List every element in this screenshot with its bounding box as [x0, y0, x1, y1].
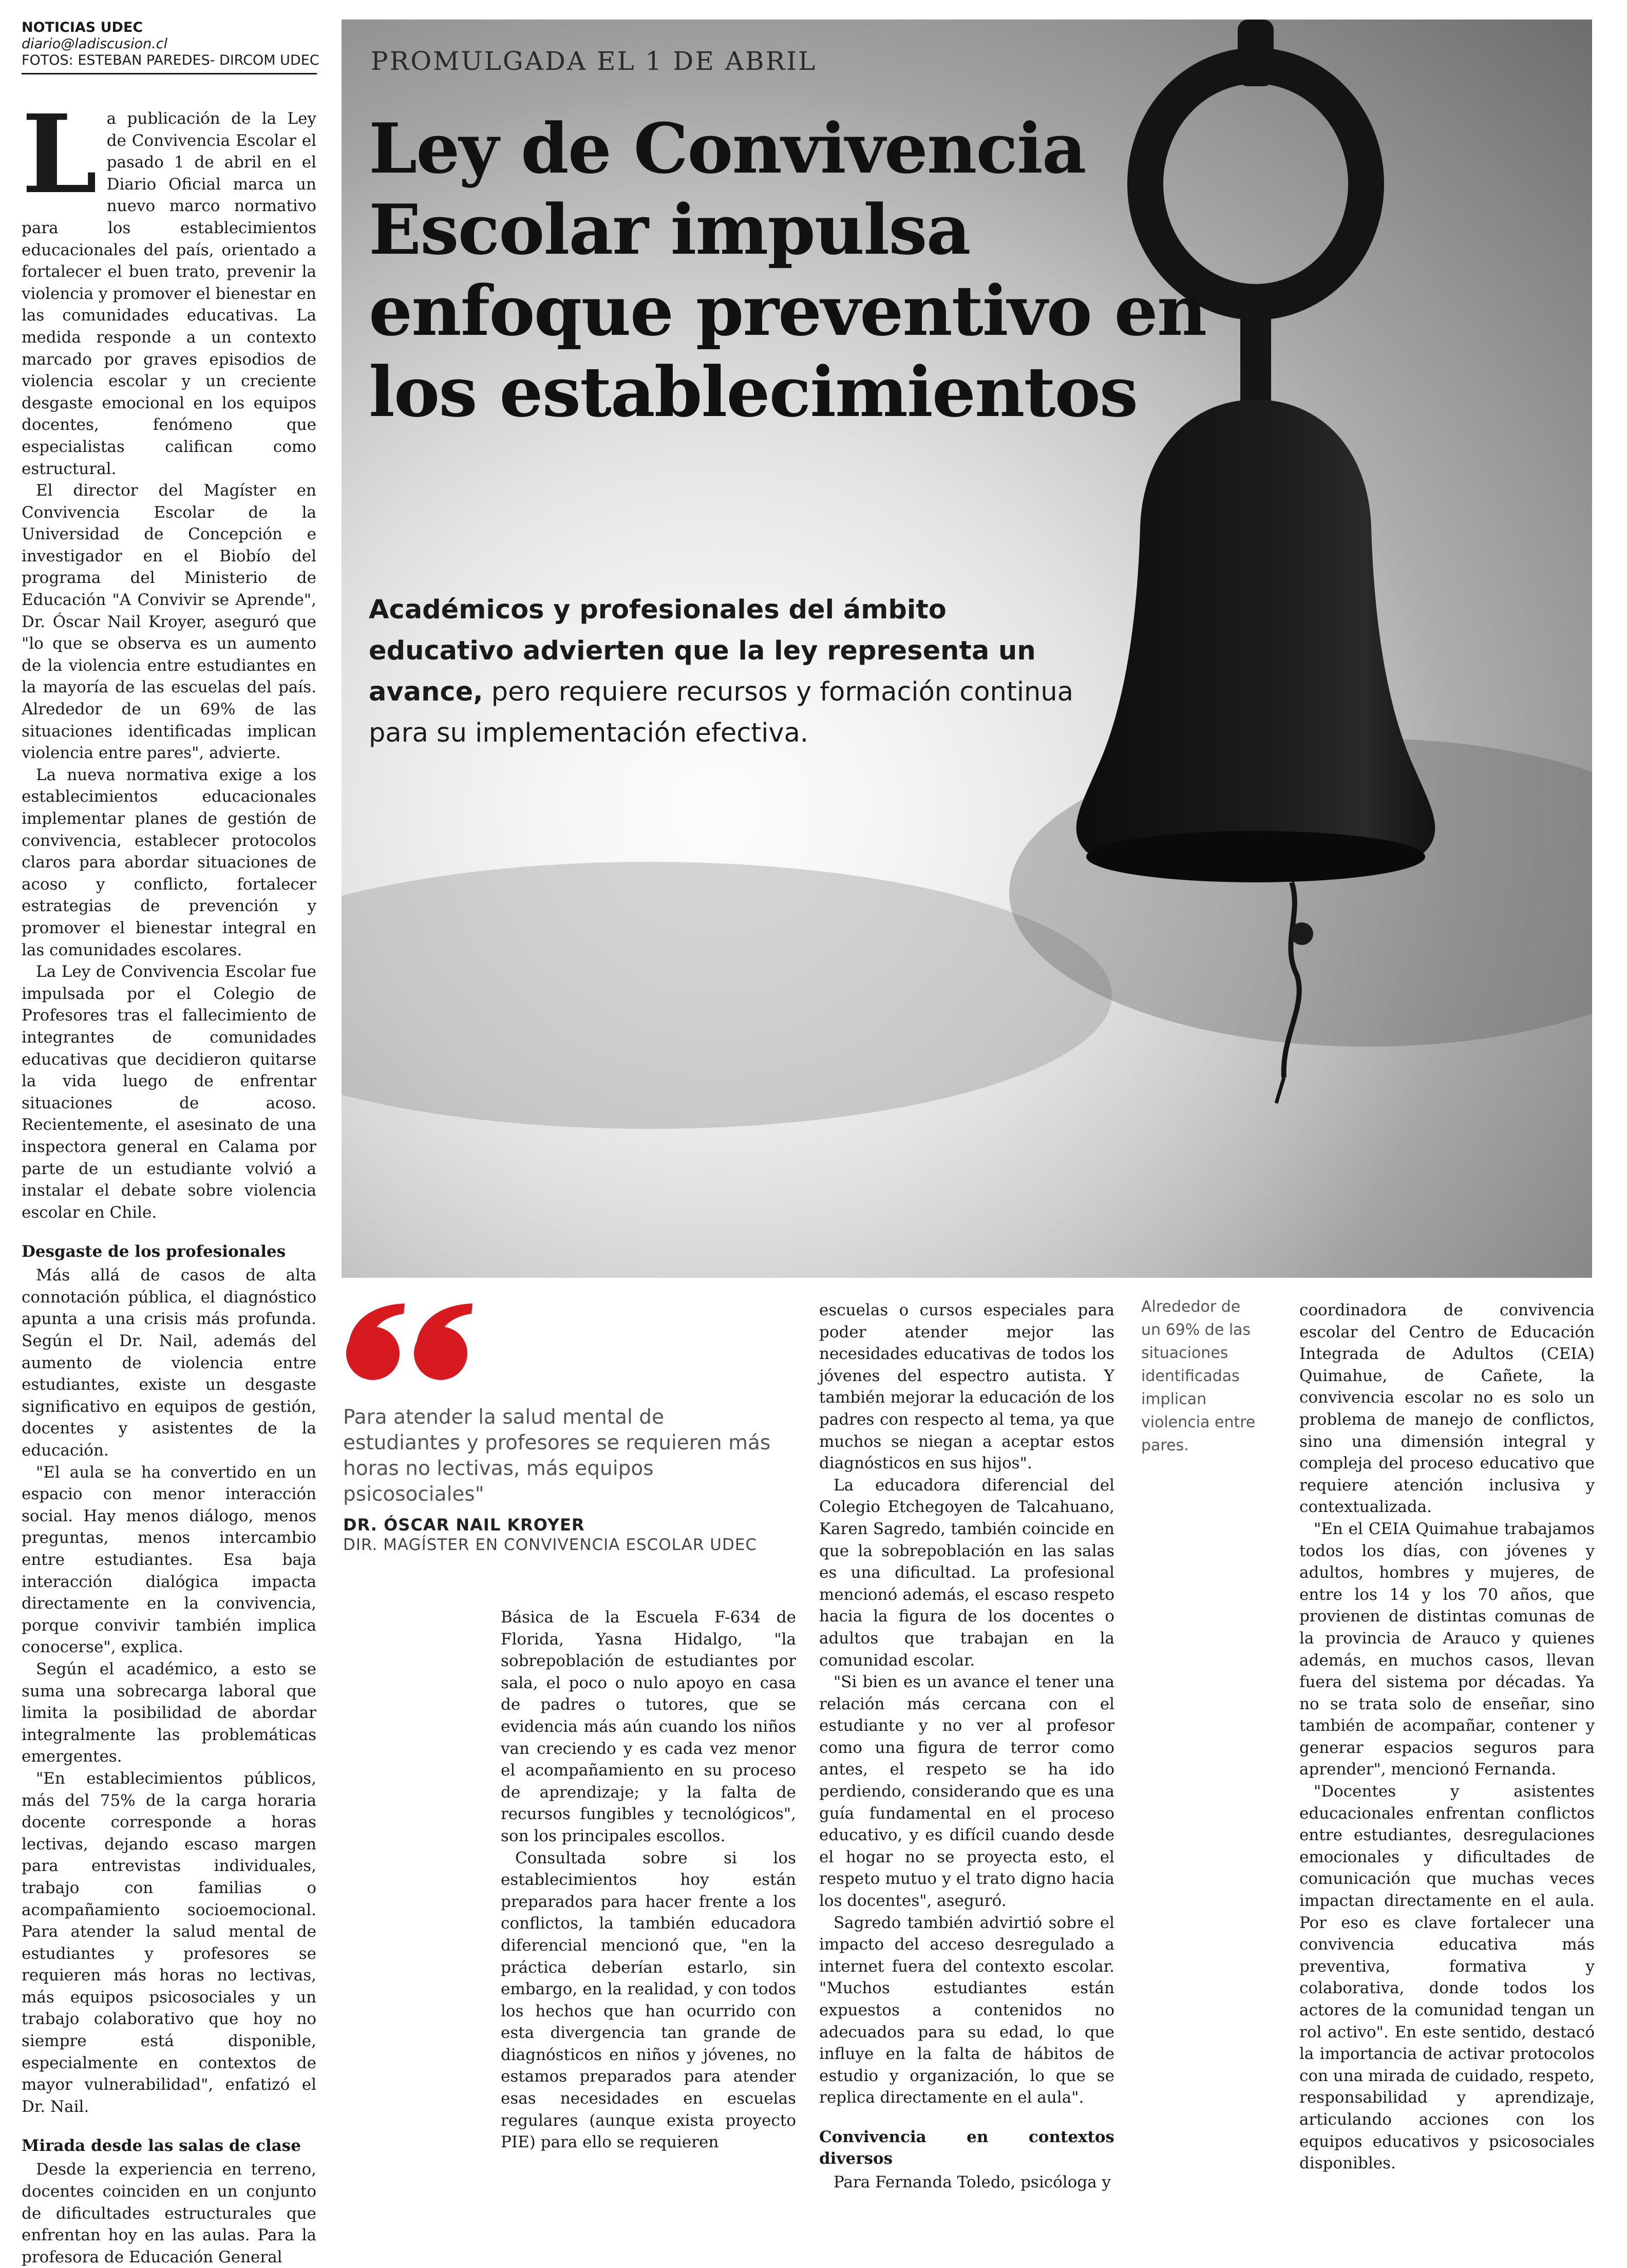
deck — [369, 590, 1088, 754]
email-link[interactable]: diario@ladiscusion.cl — [22, 36, 168, 52]
drop-cap: L — [22, 91, 98, 218]
paragraph: escuelas o cursos especiales para poder atender mejor las necesidades educativas de todos los jóvenes del espectro autista. Y también mejorar la educación de los padres con respecto al tema, ya que muchos se niegan a aceptar estos diagnósticos en sus hijos". — [819, 1301, 1114, 1473]
lead-text: a publicación de la Ley de Convivencia Escolar el pasado 1 de abril en el Diario Oficial marca un nuevo marco normativo para los establecimientos educacionales del país, orientado a fortalecer el buen trato, prevenir la violencia y promover el bienestar en las comunidades educativas. La medida responde a un contexto marcado por graves episodios de violencia escolar y un creciente desgaste emocional en los equipos docentes, fenómeno que especialistas califican como estructural. — [22, 109, 316, 478]
subheading-contextos: Convivencia en contextos diversos — [819, 2127, 1114, 2168]
paragraph: coordinadora de convivencia escolar del Centro de Educación Integrada de Adultos (CEIA) Quimahue, de Cañete, la convivencia escolar no es solo un problema de manejo de conflictos, sino una dimensión integral y compleja del proceso educativo que requiere atención inclusiva y contextualizada. — [1299, 1301, 1595, 1517]
paragraph: "Si bien es un avance el tener una relación más cercana con el estudiante y no ver al profesor como una figura de terror como antes, el respeto se ha ido perdiendo, considerando que es una guía fundamental en el proceso educativo, y es difícil cuando desde el hogar no se proyecta esto, el respeto mutuo y el trato digno hacia los docentes", aseguró. — [819, 1673, 1114, 1911]
column-4 — [1299, 1299, 1595, 2175]
paragraph: Según el académico, a esto se suma una sobrecarga laboral que limita la posibilidad de abordar integralmente las problemáticas emergentes. — [22, 1659, 316, 1766]
credits-divider — [22, 73, 317, 74]
section-label: NOTICIAS UDEC — [22, 20, 143, 35]
paragraph: Consultada sobre si los establecimientos hoy están preparados para hacer frente a los conflictos, la también educadora diferencial mencionó que, "en la práctica deberían estarlo, sin embargo, en la realidad, y con todos los hechos que han ocurrido con esta divergencia tan grande de diagnósticos en niños y jóvenes, no estamos preparados para atender esas necesidades en escuelas regulares (aunque exista proyecto PIE) para ello se requieren — [501, 1848, 796, 2152]
pull-quote: Para atender la salud mental de estudiantes y profesores se requieren más horas no lectivas, más equipos psicosociales" — [343, 1406, 771, 1506]
credits-block — [22, 20, 330, 74]
paragraph: La Ley de Convivencia Escolar fue impulsada por el Colegio de Profesores tras el fallecimiento de integrantes de comunidades educativas que decidieron quitarse la vida luego de enfrentar situaciones de acoso. Recientemente, el asesinato de una inspectora general en Calama por parte de un estudiante volvió a instalar el debate sobre violencia escolar en Chile. — [22, 962, 316, 1222]
paragraph: Más allá de casos de alta connotación pública, el diagnóstico apunta a una crisis más profunda. Según el Dr. Nail, además del aumento de violencia entre estudiantes, existe un desgaste significativo en equipos de gestión, docentes y asistentes de la educación. — [22, 1266, 316, 1460]
column-2 — [501, 1606, 796, 2153]
kicker: PROMULGADA EL 1 DE ABRIL — [371, 46, 817, 76]
headline: Ley de Convivencia Escolar impulsa enfoque preventivo en los establecimientos — [369, 108, 1206, 432]
paragraph: Sagredo también advirtió sobre el impacto del acceso desregulado a internet fuera del contexto escolar. "Muchos estudiantes están expuestos a contenidos no adecuados para su edad, lo que influye en la falta de hábitos de estudio y organización, lo que se replica directamente en el aula". — [819, 1913, 1114, 2107]
paragraph: La nueva normativa exige a los establecimientos educacionales implementar planes de gestión de convivencia, establecer protocolos claros para abordar situaciones de acoso y conflicto, fortalecer estrategias de prevención y promover el bienestar integral en las comunidades escolares. — [22, 765, 316, 959]
side-note: Alrededor de un 69% de las situaciones identificadas implican violencia entre pares. — [1141, 1298, 1256, 1454]
lead-paragraph — [22, 91, 316, 480]
column-1 — [22, 91, 316, 2268]
quote-marks-icon — [343, 1299, 477, 1384]
paragraph: Desde la experiencia en terreno, docentes coinciden en un conjunto de dificultades estructurales que enfrentan hoy en las aulas. Para la profesora de Educación General — [22, 2160, 316, 2266]
photo-credit: FOTOS: ESTEBAN PAREDES- DIRCOM UDEC — [22, 52, 319, 68]
paragraph: El director del Magíster en Convivencia Escolar de la Universidad de Concepción e investigador en el Biobío del programa del Ministerio de Educación "A Convivir se Aprende", Dr. Óscar Nail Kroyer, aseguró que "lo que se observa es un aumento de la violencia entre estudiantes en la mayoría de las escuelas del país. Alrededor de un 69% de las situaciones identificadas implican violencia entre pares", advierte. — [22, 481, 316, 763]
column-3 — [819, 1299, 1114, 2194]
quote-author: DR. ÓSCAR NAIL KROYER — [343, 1515, 585, 1535]
deck-regular: pero requiere recursos y formación continua para su implementación efectiva. — [369, 677, 1073, 748]
quote-role: DIR. MAGÍSTER EN CONVIVENCIA ESCOLAR UDEC — [343, 1536, 758, 1554]
deck-bold: Académicos y profesionales del ámbito educativo advierten que la ley representa un avance, — [369, 595, 1036, 707]
paragraph: "El aula se ha convertido en un espacio con menor interacción social. Hay menos diálogo, menos preguntas, menos intercambio entre estudiantes. Esa baja interacción dialógica impacta directamente en la convivencia, porque convivir también implica conocerse", explica. — [22, 1463, 316, 1657]
paragraph: "En el CEIA Quimahue trabajamos todos los días, con jóvenes y adultos, hombres y mujeres, de entre los 14 y los 70 años, que provienen de distintas comunas de la provincia de Arauco y quienes además, en muchos casos, llevan fuera del sistema por décadas. Ya no se trata solo de enseñar, sino también de acompañar, contener y generar espacios seguros para aprender", mencionó Fernanda. — [1299, 1519, 1595, 1779]
subheading-desgaste: Desgaste de los profesionales — [22, 1242, 286, 1261]
paragraph: La educadora diferencial del Colegio Etchegoyen de Talcahuano, Karen Sagredo, también coincide en que la sobrepoblación en las salas es una dificultad. La profesional mencionó además, el escaso respeto hacia la figura de los docentes o adultos que trabajan en la comunidad escolar. — [819, 1476, 1114, 1670]
paragraph: Para Fernanda Toledo, psicóloga y — [834, 2172, 1111, 2191]
paragraph: Básica de la Escuela F-634 de Florida, Yasna Hidalgo, "la sobrepoblación de estudiantes por sala, el poco o nulo apoyo en casa de padres o tutores, que se evidencia más aún cuando los niños van creciendo y es cada vez menor el acompañamiento en su proceso de aprendizaje; y la falta de recursos fungibles y tecnológicos", son los principales escollos. — [501, 1608, 796, 1845]
subheading-mirada: Mirada desde las salas de clase — [22, 2137, 301, 2156]
paragraph: "En establecimientos públicos, más del 75% de la carga horaria docente corresponde a horas lectivas, dejando escaso margen para entrevistas individuales, trabajo con familias o acompañamiento socioemocional. Para atender la salud mental de estudiantes y profesores se requieren más horas no lectivas, más equipos psicosociales y un trabajo colaborativo que hoy no siempre está disponible, especialmente en contextos de mayor vulnerabilidad", enfatizó el Dr. Nail. — [22, 1769, 316, 2116]
paragraph: "Docentes y asistentes educacionales enfrentan conflictos entre estudiantes, desregulaciones emocionales y dificultades de comunicación que muchas veces impactan directamente en el aula. Por eso es clave fortalecer una convivencia educativa más preventiva, formativa y colaborativa, donde todos los actores de la comunidad tengan un rol activo". En este sentido, destacó la importancia de activar protocolos con una mirada de cuidado, respeto, responsabilidad y aprendizaje, articulando acciones con los equipos educativos y psicosociales disponibles. — [1299, 1782, 1595, 2173]
